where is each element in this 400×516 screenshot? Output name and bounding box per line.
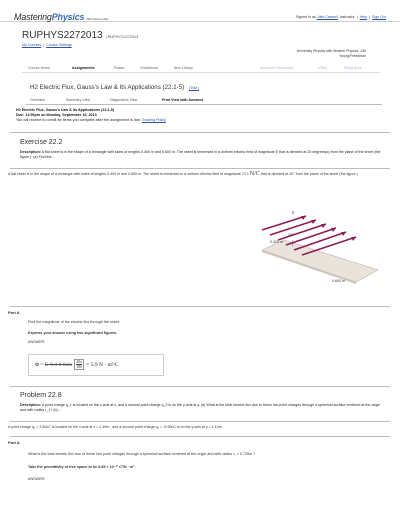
exercise-statement (8, 172, 388, 177)
fig-label-width: 0.400 m (270, 240, 283, 244)
divider (10, 386, 390, 387)
user-role: , Instructor (337, 15, 355, 19)
divider (10, 421, 390, 422)
course-id: RUPHYS2272013 (22, 30, 103, 41)
problem-desc-text: A point charge q_1 is located on the x-axis at x, and a second point charge q_2 is on the y-axis at y. (a) What is the total electric flux due to these two point charges through a spherical surface centered at the origin and with radius r_1? (b)... (20, 403, 381, 412)
exercise-statement-2: that is directed at 20° from the plane of the sheet (the figure ). (260, 172, 359, 176)
nav-roster[interactable]: Roster (114, 66, 125, 70)
textbook-info (297, 49, 366, 59)
sheet-field-figure (248, 206, 388, 300)
answer-fraction-den: 180 (76, 365, 82, 369)
answer-phi: Φ = (35, 361, 44, 368)
book-title: University Physics with Modern Physics, 13e (296, 49, 366, 53)
divider (10, 132, 390, 133)
exercise-description (20, 150, 384, 160)
fig-label-angle: 20° (288, 233, 294, 237)
signed-in-label: Signed in as (295, 15, 316, 19)
problem-answer-label: ANSWER: (28, 477, 46, 481)
unit-n-per-c: N/C (249, 171, 260, 177)
book-author: Young/Freedman (339, 54, 366, 58)
course-settings-link[interactable]: Course Settings (46, 43, 72, 47)
exercise-part-a-instructions: Express your answer using two significant figures. (28, 331, 118, 335)
course-crumb: | RUPHYS2272013 (105, 35, 139, 39)
exercise-answer-expression (35, 359, 119, 370)
top-bar (0, 0, 400, 22)
logo-sub: with Pearson eText (86, 17, 109, 21)
problem-permittivity: Take the permittivity of free space to be 8.85 × 10⁻¹² C²/N · m². (28, 465, 136, 469)
exercise-title: Exercise 22.2 (20, 139, 63, 146)
answer-struck: E·0.4·0.6sin (44, 361, 73, 368)
problem-description (20, 403, 384, 413)
problem-desc-label: Description: (20, 403, 41, 407)
logo-brand: Physics (51, 12, 85, 22)
main-nav (22, 64, 380, 73)
nav-course-home[interactable]: Course Home (28, 66, 51, 70)
tab-print-view[interactable]: Print View with Answers (162, 98, 204, 102)
answer-value: = 5.9 (86, 361, 98, 368)
divider (10, 436, 390, 437)
user-name-link[interactable]: Jolie Caswell (316, 15, 338, 19)
divider (10, 306, 390, 307)
exercise-answer-label: ANSWER: (28, 340, 46, 344)
course-links: My Courses | Course Settings (22, 43, 72, 47)
sign-out-link[interactable]: Sign Out (372, 15, 386, 19)
nav-assignments[interactable]: Assignments (72, 66, 95, 70)
logo-main: Mastering (14, 12, 52, 22)
course-title-area (22, 30, 138, 41)
tab-diagnostics-view[interactable]: Diagnostics View (110, 98, 138, 102)
problem-title: Problem 22.8 (20, 392, 62, 399)
help-link[interactable]: Help (359, 15, 368, 19)
edit-assignment-link[interactable]: [ Edit ] (188, 86, 199, 90)
sheet-surface (262, 240, 378, 282)
answer-fraction (74, 359, 83, 370)
grading-policy-link[interactable]: Grading Policy (141, 118, 166, 122)
credit-note: You will receive no credit for items you complete after the assignment is due. (16, 118, 141, 122)
assignment-title (30, 84, 199, 91)
assignment-heading: H2 Electric Flux, Gauss's Law & Its Applications (22.1-5) (16, 108, 115, 112)
assignment-due: Due: 11:59pm on Monday, September 16, 2013 (16, 113, 97, 117)
exercise-part-a-question: Find the magnitude of the electric flux through the sheet. (28, 320, 121, 324)
user-signin-area: Signed in as Jolie Caswell, Instructor | Help | Sign Out (295, 15, 386, 19)
nav-gradebook[interactable]: Gradebook (140, 66, 158, 70)
nav-study-area[interactable]: Study Area (344, 66, 362, 70)
problem-statement: A point charge q₁ = 3.50nC is located on the x-axis at x = 2.30m , and a second point charge q₂ = -5.90nC is on the y-axis at y = 1.10m . (8, 425, 224, 429)
tab-summary-view[interactable]: Summary View (66, 98, 91, 102)
assignment-title-text: H2 Electric Flux, Gauss's Law & Its Applications (22.1-5) (30, 84, 185, 91)
fig-label-e: E (292, 210, 295, 215)
nav-item-library[interactable]: Item Library (174, 66, 193, 70)
exercise-part-a-label: Part A (8, 310, 20, 315)
my-courses-link[interactable]: My Courses (22, 43, 42, 47)
fig-label-length: 0.600 m (332, 279, 345, 283)
divider (10, 168, 390, 169)
problem-part-a-label: Part A (8, 440, 20, 445)
exercise-statement-1: A flat sheet is in the shape of a rectangle with sides of lengths 0.400 m and 0.600 m. The sheet is immersed in a uniform electric field of magnitude 72.1 (8, 172, 249, 176)
view-tabs (26, 97, 382, 105)
problem-part-a-question: What is the total electric flux due to these two point charges through a spherical surface centered at the origin and with radius r₁ = 0.725m ? (28, 452, 256, 456)
exercise-answer-box[interactable] (28, 354, 164, 376)
mastering-physics-logo[interactable] (14, 12, 108, 22)
nav-etext[interactable]: eText (318, 66, 327, 70)
exercise-desc-text: A flat sheet is in the shape of a rectangle with sides of lengths 0.400 m and 0.600 m. The sheet is immersed in a uniform electric field of magnitude E that is directed at 20 degrees(s) from the plane of the sheet (the figure ). (a) Find the... (20, 150, 381, 159)
answer-unit: N · m²/C (98, 361, 119, 368)
exercise-desc-label: Description: (20, 150, 41, 154)
tab-overview[interactable]: Overview (30, 98, 45, 102)
answer-fraction-num: 20π (76, 360, 82, 364)
nav-instructor-resources[interactable]: Instructor Resources (260, 66, 294, 70)
assignment-header (16, 108, 166, 123)
